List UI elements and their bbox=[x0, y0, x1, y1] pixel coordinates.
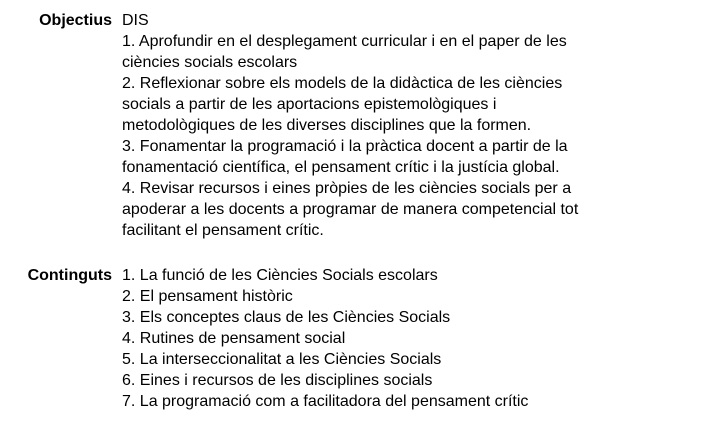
objectives-line: facilitant el pensament crític. bbox=[122, 222, 324, 239]
objectives-line: 4. Revisar recursos i eines pròpies de les ciències socials per a bbox=[122, 180, 572, 197]
contents-item: 3. Els conceptes claus de les Ciències Socials bbox=[122, 309, 451, 326]
objectives-line: DIS bbox=[122, 12, 149, 29]
objectives-line: socials a partir de les aportacions epistemològiques i bbox=[122, 96, 497, 113]
contents-item: 6. Eines i recursos de les disciplines socials bbox=[122, 372, 433, 389]
contents-item: 7. La programació com a facilitadora del pensament crític bbox=[122, 393, 529, 410]
objectives-line: 2. Reflexionar sobre els models de la didàctica de les ciències bbox=[122, 75, 563, 92]
contents-item: 5. La interseccionalitat a les Ciències Socials bbox=[122, 351, 442, 368]
objectives-line: apoderar a les docents a programar de manera competencial tot bbox=[122, 201, 579, 218]
objectives-line: 3. Fonamentar la programació i la pràctica docent a partir de la bbox=[122, 138, 568, 155]
objectives-line: ciències socials escolars bbox=[122, 54, 298, 71]
objectives-line: 1. Aprofundir en el desplegament curricular i en el paper de les bbox=[122, 33, 567, 50]
contents-item: 1. La funció de les Ciències Socials escolars bbox=[122, 267, 438, 284]
contents-item: 4. Rutines de pensament social bbox=[122, 330, 346, 347]
objectives-text bbox=[122, 10, 662, 241]
objectives-line: fonamentació científica, el pensament crític i la justícia global. bbox=[122, 159, 560, 176]
objectives-line: metodològiques de les diverses disciplines que la formen. bbox=[122, 117, 532, 134]
contents-list bbox=[122, 265, 662, 412]
objectives-label: Objectius bbox=[39, 12, 112, 29]
contents-item: 2. El pensament històric bbox=[122, 288, 293, 305]
contents-label: Continguts bbox=[27, 267, 112, 284]
